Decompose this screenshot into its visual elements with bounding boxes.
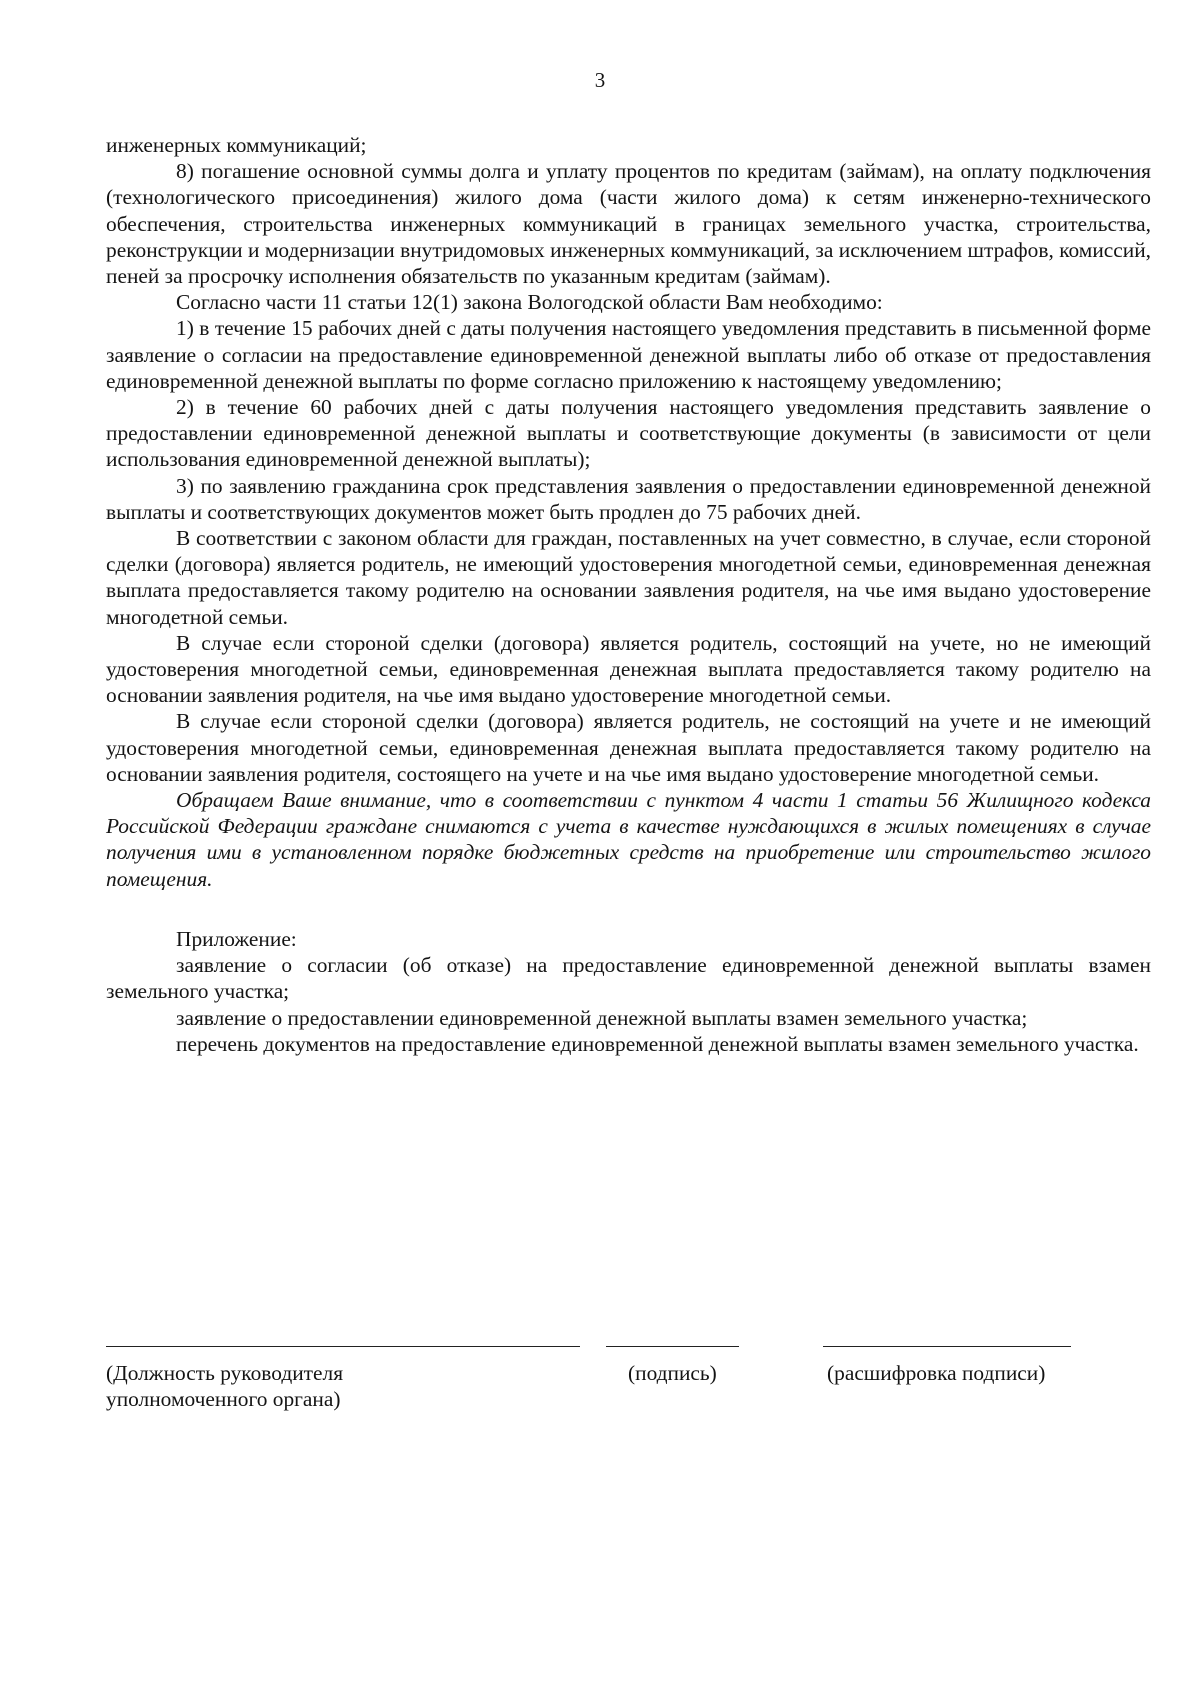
signature-block <box>106 1346 1151 1436</box>
list-item: 3) по заявлению гражданина срок представления заявления о предоставлении единовременной денежной выплаты и соответствующих документов может быть продлен до 75 рабочих дней. <box>106 473 1151 524</box>
attachment-item: заявление о предоставлении единовременной денежной выплаты взамен земельного участка; <box>176 1005 1028 1030</box>
position-signature-line <box>106 1346 580 1347</box>
position-label-line: уполномоченного органа) <box>106 1387 341 1411</box>
paragraph: инженерных коммуникаций; <box>106 133 367 157</box>
list-item: 1) в течение 15 рабочих дней с даты получения настоящего уведомления представить в письменной форме заявление о согласии на предоставление единовременной денежной выплаты либо об отказе от предоставления единовременной денежной выплаты по форме согласно приложению к настоящему уведомлению; <box>106 316 1151 393</box>
attachment-item: перечень документов на предоставление единовременной денежной выплаты взамен земельного участка. <box>176 1031 1139 1056</box>
signature-label: (подпись) <box>628 1361 717 1385</box>
paragraph: Согласно части 11 статьи 12(1) закона Вологодской области Вам необходимо: <box>176 290 883 315</box>
attachment-section <box>106 926 1151 1057</box>
notice-paragraph: Обращаем Ваше внимание, что в соответствии с пунктом 4 части 1 статьи 56 Жилищного кодекса Российской Федерации граждане снимаются с учета в качестве нуждающихся в жилых помещениях в случае получения ими в установленном порядке бюджетных средств на приобретение или строительство жилого помещения. <box>106 788 1151 891</box>
paragraph: В случае если стороной сделки (договора) является родитель, не состоящий на учете и не имеющий удостоверения многодетной семьи, единовременная денежная выплата предоставляется такому родителю на основании заявления родителя, состоящего на учете и на чье имя выдано удостоверение многодетной семьи. <box>106 709 1151 786</box>
position-label <box>106 1360 343 1412</box>
decoding-signature-line <box>823 1346 1071 1347</box>
attachment-heading: Приложение: <box>176 926 297 951</box>
paragraph: 8) погашение основной суммы долга и уплату процентов по кредитам (займам), на оплату подключения (технологического присоединения) жилого дома (части жилого дома) к сетям инженерно-технического обеспечения, строительства инженерных коммуникаций в границах земельного участка, строительства, реконструкции и модернизации внутридомовых инженерных коммуникаций, за исключением штрафов, комиссий, пеней за просрочку исполнения обязательств по указанным кредитам (займам). <box>106 159 1151 289</box>
list-item: 2) в течение 60 рабочих дней с даты получения настоящего уведомления представить заявление о предоставлении единовременной денежной выплаты и соответствующие документы (в зависимости от цели использования единовременной денежной выплаты); <box>106 395 1151 472</box>
attachment-item: заявление о согласии (об отказе) на предоставление единовременной денежной выплаты взамен земельного участка; <box>106 953 1151 1004</box>
page-number: 3 <box>594 68 606 92</box>
position-label-line: (Должность руководителя <box>106 1361 344 1385</box>
document-body <box>106 132 1151 1057</box>
decoding-label: (расшифровка подписи) <box>827 1361 1046 1385</box>
paragraph: В соответствии с законом области для граждан, поставленных на учет совместно, в случае, если стороной сделки (договора) является родитель, не имеющий удостоверения многодетной семьи, единовременная денежная выплата предоставляется такому родителю на основании заявления родителя, на чье имя выдано удостоверение многодетной семьи. <box>106 526 1151 629</box>
paragraph: В случае если стороной сделки (договора) является родитель, состоящий на учете, но не имеющий удостоверения многодетной семьи, единовременная денежная выплата предоставляется такому родителю на основании заявления родителя, на чье имя выдано удостоверение многодетной семьи. <box>106 630 1151 708</box>
signature-line <box>606 1346 739 1347</box>
